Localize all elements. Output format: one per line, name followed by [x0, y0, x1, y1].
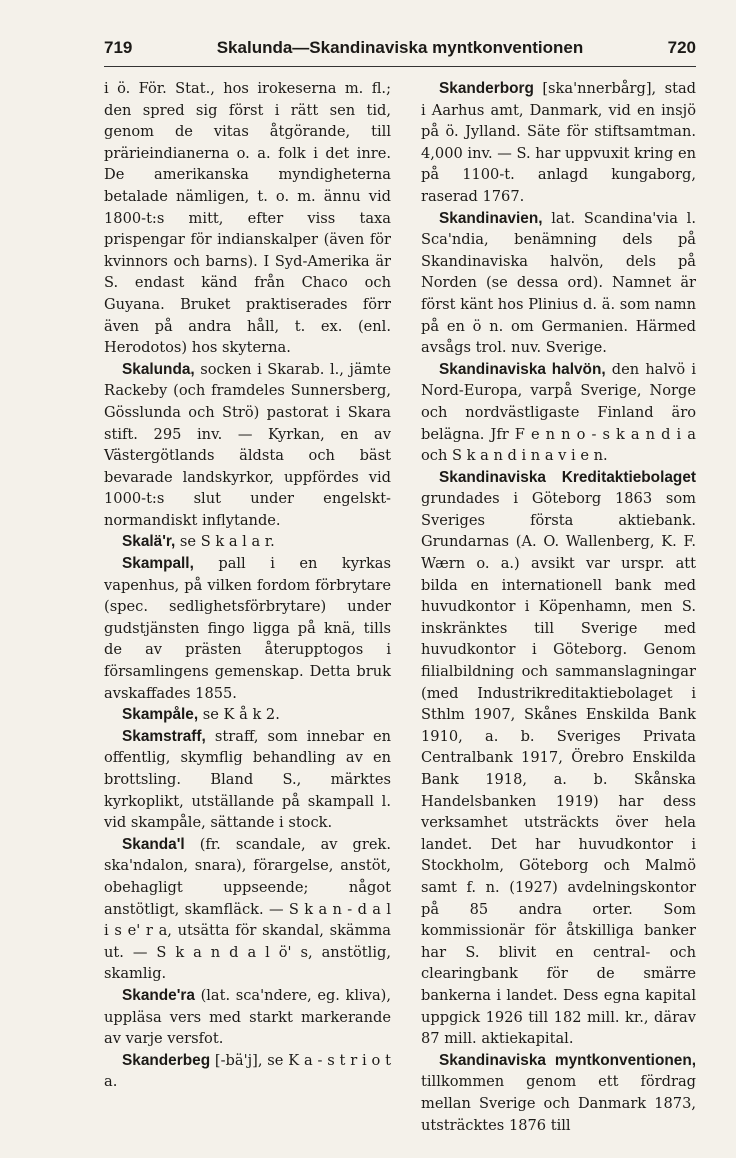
entry-skanderbeg — [104, 1050, 391, 1093]
headword: Skampall, — [122, 555, 194, 573]
entry-text: se S k a l a r. — [175, 533, 275, 551]
headword: Skande'ra — [122, 986, 195, 1004]
entry-skanderborg — [421, 78, 696, 208]
entry-skandinaviska-halvon — [421, 359, 696, 467]
entry-skalar — [104, 531, 391, 553]
running-title: Skalunda—Skandinaviska myntkonventionen — [216, 38, 584, 57]
page-header — [104, 38, 696, 64]
headword: Skandinaviska Kreditaktiebolaget — [439, 468, 696, 486]
headword: Skandinavien, — [439, 209, 543, 227]
entry-text: se K å k 2. — [198, 706, 280, 724]
entry-skandera — [104, 985, 391, 1050]
page-number-left: 719 — [104, 38, 133, 57]
headword: Skalunda, — [122, 360, 195, 378]
headword: Skalä'r, — [122, 533, 176, 551]
entry-text: pall i en kyrkas vapenhus, på vilken fordom förbrytare (spec. sedlighetsförbrytare) under gudstjänsten fingo ligga på knä, tills de av prästen återupptogos i församlingens gemenskap. Detta bruk avskaffades 1855. — [104, 555, 391, 702]
entry-skampale — [104, 704, 391, 726]
headword: Skandinaviska myntkonventionen, — [439, 1051, 696, 1069]
entry-text: straff, som innebar en offentlig, skymflig behandling av en brottsling. Bland S., märktes kyrkoplikt, utställande på skampall l. vid skampåle, sättande i stock. — [104, 727, 391, 832]
headword: Skandinaviska halvön, — [439, 360, 606, 378]
entry-kreditaktiebolaget — [421, 467, 696, 1050]
entry-text: [-bä'j], se K a - s t r i o t a. — [104, 1051, 391, 1091]
entry-skalunda — [104, 359, 391, 532]
headword: Skampåle, — [122, 706, 199, 724]
entry-text: den halvö i Nord-Europa, varpå Sverige, Norge och nordvästligaste Finland äro belägna. Jfr F e n n o - s k a n d i a och S k a n d i n a v i e n. — [421, 360, 696, 465]
entry-skandal — [104, 834, 391, 985]
entry-text: (lat. sca'ndere, eg. kliva), uppläsa vers med starkt markerande av varje versfot. — [104, 986, 391, 1048]
entry-text: (fr. scandale, av grek. ska'ndalon, snara), förargelse, anstöt, obehagligt uppseende; något anstötligt, skamfläck. — S k a n - d a l i s e' r a, utsätta för skandal, skämma ut. — S k a n d a l ö' s, anstötlig, skamlig. — [104, 835, 391, 983]
entry-skandinavien — [421, 208, 696, 359]
entry-skampall — [104, 553, 391, 704]
header-rule — [104, 66, 696, 67]
entry-text: [ska'nnerbårg], stad i Aarhus amt, Danmark, vid en insjö på ö. Jylland. Säte för stiftsamtman. 4,000 inv. — S. har uppvuxit kring en på 1100-t. anlagd kungaborg, raserad 1767. — [421, 80, 697, 205]
right-column — [421, 78, 696, 1136]
entry-text: lat. Scandina'via l. Sca'ndia, benämning dels på Skandinaviska halvön, dels på Norden (se dessa ord). Namnet är först känt hos Plinius d. ä. som namn på en ö n. om Germanien. Härmed avsågs trol. nuv. Sverige. — [421, 209, 696, 357]
page-number-right: 720 — [667, 38, 696, 57]
left-column — [104, 78, 391, 1093]
continuation-text: i ö. För. Stat., hos irokeserna m. fl.; den spred sig först i rätt sen tid, genom de vitas åtgörande, till prärieindianerna o. a. folk i det inre. De amerikanska myndigheterna betalade nämligen, t. o. m. ännu vid 1800-t:s mitt, efter viss taxa prispengar för indianskalper (även för kvinnors och barns). I Syd-Amerika är S. endast känd från Chaco och Guyana. Bruket praktiserades förr även på andra håll, t. ex. (enl. Herodotos) hos skyterna. — [104, 80, 391, 357]
headword: Skamstraff, — [122, 727, 206, 745]
entry-skamstraff — [104, 726, 391, 834]
entry-text: tillkommen genom ett fördrag mellan Sverige och Danmark 1873, utsträcktes 1876 till — [421, 1073, 696, 1134]
entry-myntkonventionen — [421, 1050, 696, 1136]
headword: Skanderbeg — [122, 1051, 211, 1069]
headword: Skanda'l — [122, 835, 185, 853]
headword: Skanderborg — [439, 80, 534, 97]
entry-text: grundades i Göteborg 1863 som Sveriges första aktiebank. Grundarnas (A. O. Wallenberg, K. F. Wærn o. a.) avsikt var urspr. att bilda en internationell bank med huvudkontor i Köpenhamn, men S. inskränktes till Sverige med huvudkontor i Göteborg. Genom filialbildning och sammanslagningar (med Industrikreditaktiebolaget i Sthlm 1907, Skånes Enskilda Bank 1910, a. b. Sveriges Privata Centralbank 1917, Örebro Enskilda Bank 1918, a. b. Skånska Handelsbanken 1919) har dess verksamhet utsträckts över hela landet. Det har huvudkontor i Stockholm, Göteborg och Malmö samt f. n. (1927) avdelningskontor på 85 andra orter. Som kommissionär för åtskilliga banker har S. blivit en central- och clearingbank för de smärre bankerna i landet. Dess egna kapital uppgick 1926 till 182 mill. kr., därav 87 mill. aktiekapital. — [421, 490, 696, 1048]
entry-text: socken i Skarab. l., jämte Rackeby (och framdeles Sunnersberg, Gösslunda och Strö) pastorat i Skara stift. 295 inv. — Kyrkan, en av Västergötlands äldsta och bäst bevarade landskyrkor, uppfördes vid 1000-t:s slut under engelskt-normandiskt inflytande. — [104, 360, 391, 529]
